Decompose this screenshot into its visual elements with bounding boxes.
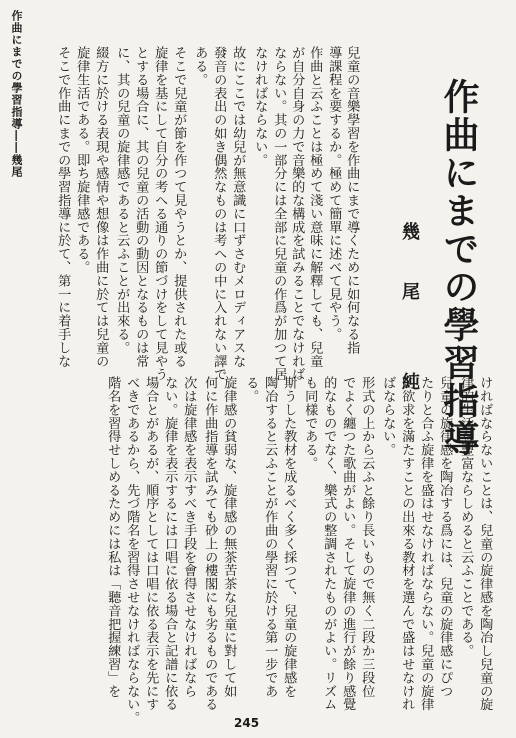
- text-column: 形式の上から云ふと餘り長いもので無く二段か三段位: [359, 376, 375, 698]
- text-column: なければならない。: [252, 46, 268, 167]
- text-column: ある。: [192, 46, 208, 87]
- text-column: 作曲と云ふことは極めて淺い意味に解釋しても、兒童: [307, 46, 323, 368]
- text-column: 律的生活を豐富ならしめると云ふことである。: [458, 376, 474, 658]
- text-column: 的なものでなく、樂式の整調されたものがよい。リズム: [321, 376, 337, 711]
- text-column: ない。旋律を表示するには口唱に依る場合と記譜に依る: [162, 376, 178, 711]
- page-number: 245: [234, 716, 260, 730]
- text-column: が自分自身の力で音樂的な構成を試みることでなければ: [289, 46, 305, 381]
- text-column: も同樣である。: [302, 376, 318, 470]
- text-column: 綴方に於ける表現や感情や想像は作曲に於ては兒童の: [93, 46, 109, 368]
- text-column: たりと合ふ旋律を盛はせなければならない。兒童の旋律: [418, 376, 434, 711]
- text-column: そこで兒童が節を作つて見やうとか、提供された或る: [171, 46, 187, 368]
- text-column: 陶冶すると云ふことが作曲の學習に於ける第一步であ: [262, 376, 278, 698]
- text-column: 導課程を要するか。極めて簡單に述べて見やう。: [326, 46, 342, 341]
- text-column: ばならない。: [380, 376, 396, 457]
- text-column: る。: [243, 376, 259, 403]
- text-column: に、其の兒童の旋律感であると云ふことが出來る。: [114, 46, 130, 355]
- text-column: 發音の表出の如き偶然なものは考への中に入れない譯で: [211, 46, 227, 381]
- text-column: 兒童の音樂學習を作曲にまで導くために如何なる指: [344, 46, 360, 355]
- running-header: 作曲にまでの學習指導――幾尾: [10, 10, 23, 178]
- text-column: でよく纏つた歌曲がよい。そして旋律の進行が餘り感覺: [340, 376, 356, 711]
- text-column: 階名を習得せしめるためには私は「聽音把握練習」を: [105, 376, 121, 698]
- text-column: ければならないことは、兒童の旋律感を陶冶し兒童の旋: [477, 376, 493, 711]
- text-column: 故にここでは幼兒が無意識に口ずさむメロディアスな: [230, 46, 246, 368]
- text-column: 旋律生活である。即ち旋律感である。: [74, 46, 90, 274]
- text-column: 斯うした教材を成るべく多く採つて、兒童の旋律感を: [281, 376, 297, 698]
- text-column: 次は旋律感を表示すべき手段を會得させなければなら: [181, 376, 197, 698]
- text-column: とする場合に、其の兒童の活動の動因となるものは常: [133, 46, 149, 368]
- text-column: 旋律を基にして自分の考へる通りの節づけをして見やう: [152, 46, 168, 381]
- text-column: ならない。其の一部分には全部に兒童の作爲が加つて居: [271, 46, 287, 381]
- text-column: 場合とがあるが、順序としては口唱に依る表示を先にす: [143, 376, 159, 711]
- text-column: 旋律感の貧弱な、旋律感の無茶苦茶な兒童に對して如: [221, 376, 237, 698]
- author-name: 幾 尾 純: [399, 222, 420, 402]
- text-column: 兒童の旋律感を陶冶する爲には、兒童の旋律感にぴつ: [437, 376, 453, 698]
- text-column: そこで作曲にまでの學習指導に於て、第一に着手しな: [55, 46, 71, 368]
- text-column: 何に作曲指導を試みても砂上の樓閣にも劣るものである: [202, 376, 218, 711]
- text-column: 的欲求を滿たすことの出來る教材を選んで盛はせなけれ: [399, 376, 415, 711]
- text-column: べきであるから、先づ階名を習得させなければならない。: [124, 376, 140, 725]
- article-title: 作曲にまでの學習指導: [438, 78, 480, 458]
